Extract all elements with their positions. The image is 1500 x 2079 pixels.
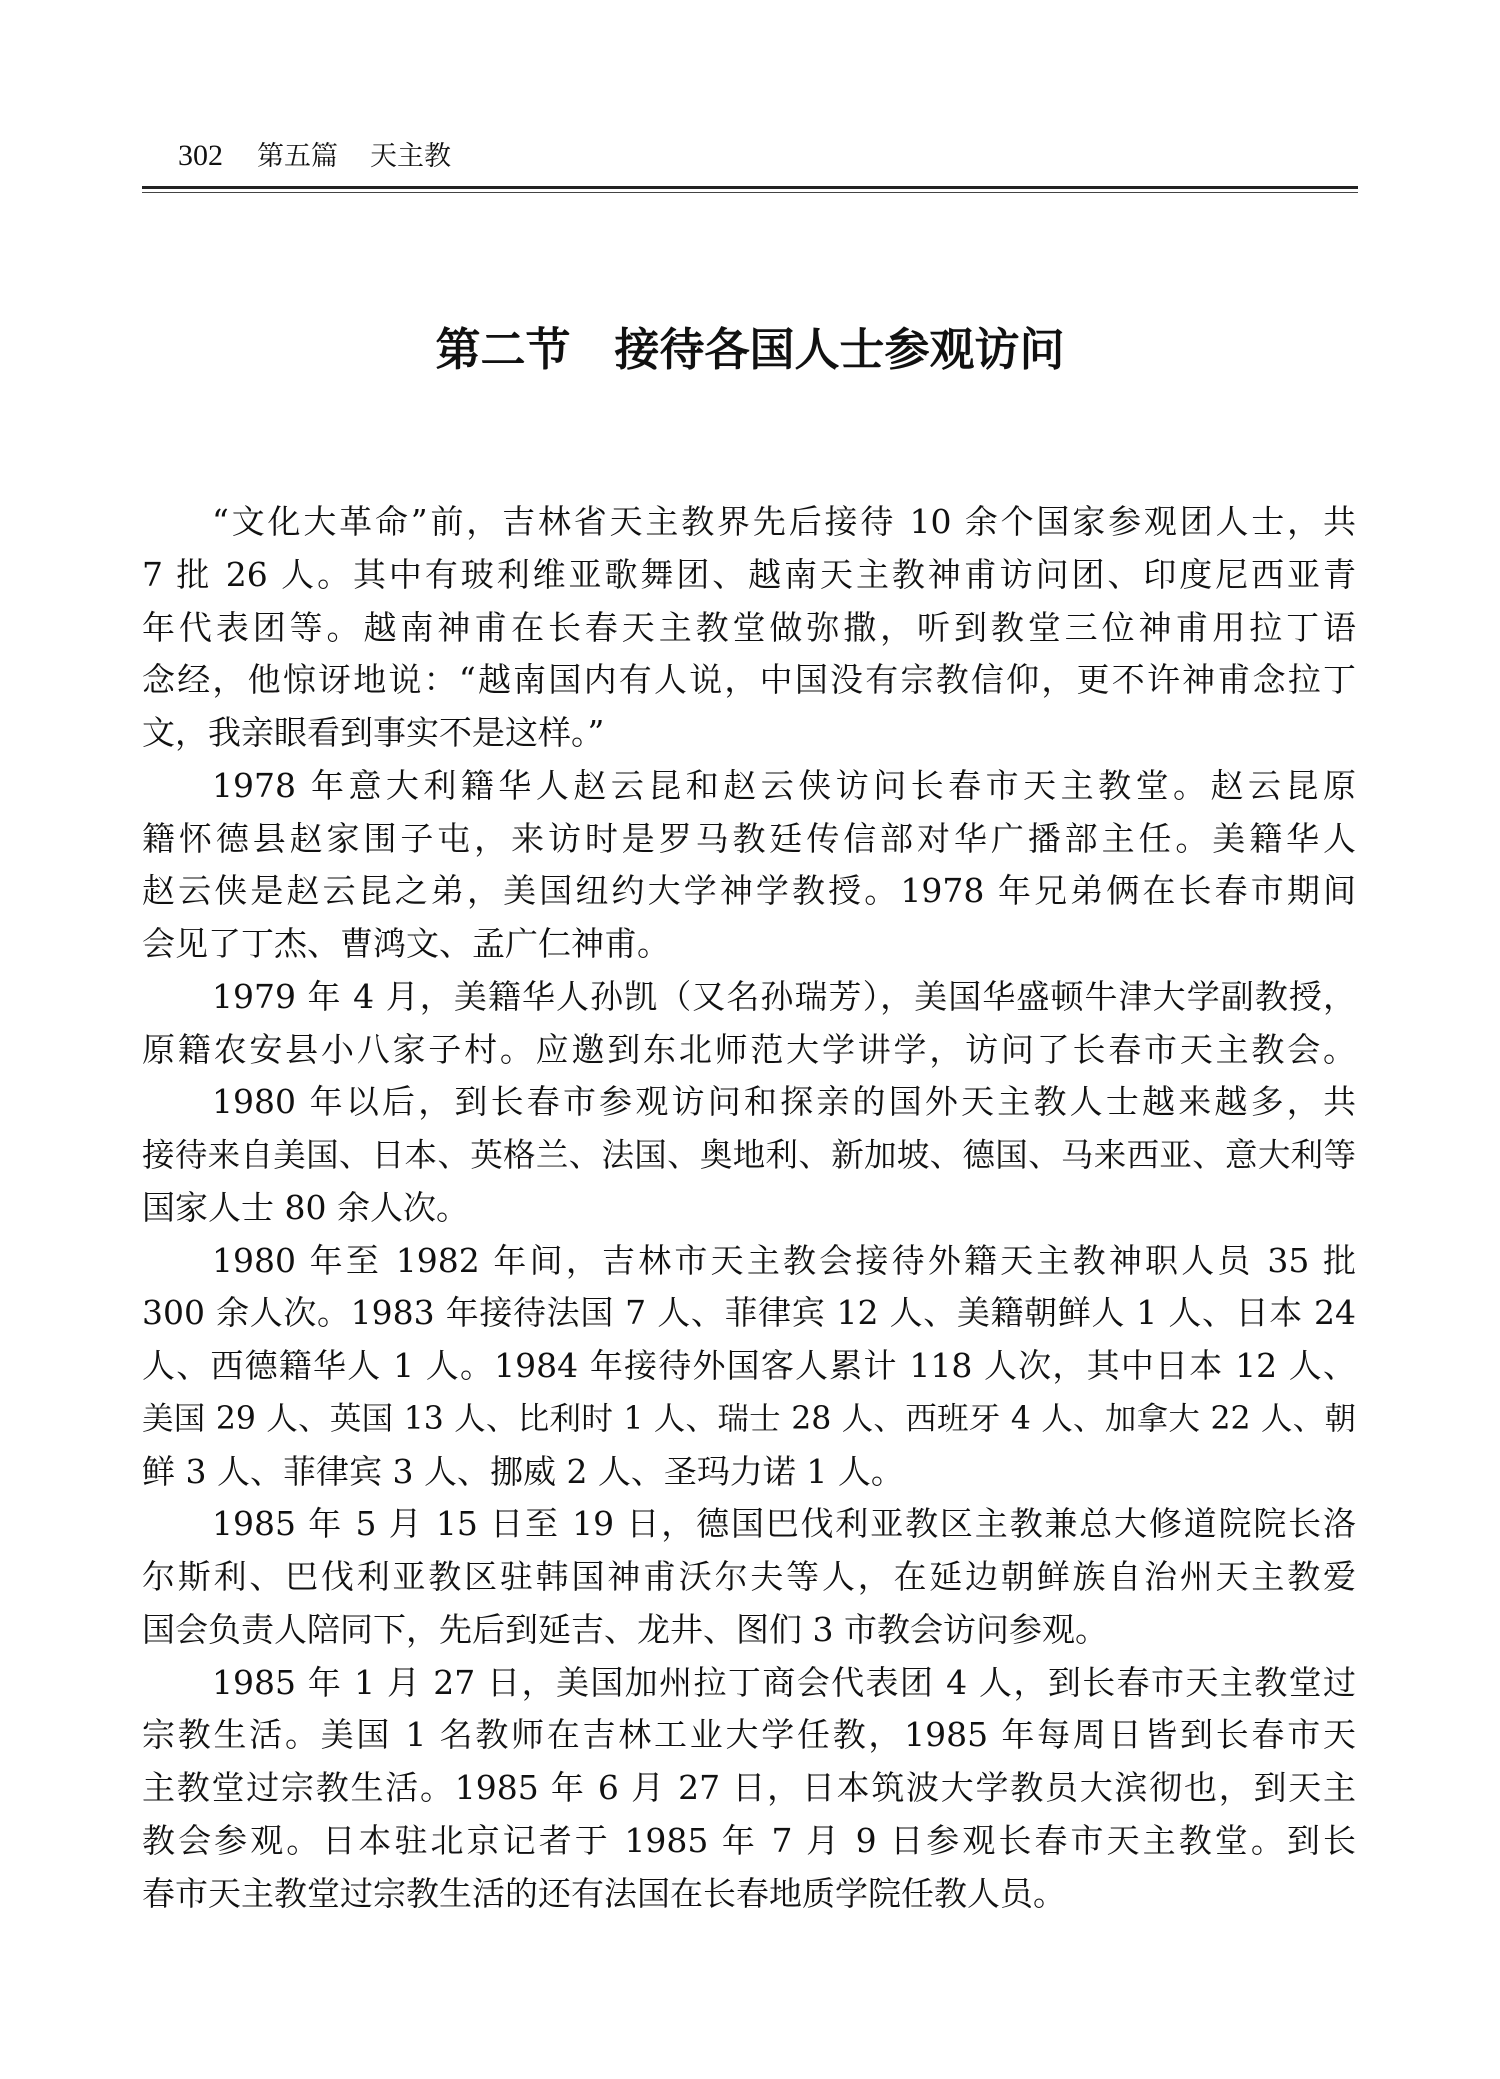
text-line: 1978 年意大利籍华人赵云昆和赵云侠访问长春市天主教堂。赵云昆原 <box>212 765 1356 805</box>
text-line: 人、西德籍华人 1 人。1984 年接待外国客人累计 118 人次，其中日本 12 人、 <box>142 1346 1356 1385</box>
text-line: 原籍农安县小八家子村。应邀到东北师范大学讲学，访问了长春市天主教会。 <box>142 1029 1356 1069</box>
part-title: 天主教 <box>370 141 451 172</box>
section-title <box>0 325 1500 375</box>
text-line: 赵云侠是赵云昆之弟，美国纽约大学神学教授。1978 年兄弟俩在长春市期间 <box>142 871 1356 911</box>
text-line: “文化大革命”前，吉林省天主教界先后接待 10 余个国家参观团人士，共 <box>212 502 1356 541</box>
header-rule-thick <box>142 186 1358 189</box>
body-text <box>142 500 1356 1924</box>
text-line: 鲜 3 人、菲律宾 3 人、挪威 2 人、圣玛力诺 1 人。 <box>142 1451 904 1491</box>
text-line: 主教堂过宗教生活。1985 年 6 月 27 日，日本筑波大学教员大滨彻也，到天主 <box>142 1768 1356 1807</box>
header-rule-thin <box>142 192 1358 193</box>
running-head <box>178 138 451 174</box>
text-line: 念经，他惊讶地说：“越南国内有人说，中国没有宗教信仰，更不许神甫念拉丁 <box>142 660 1356 700</box>
text-line: 宗教生活。美国 1 名教师在吉林工业大学任教，1985 年每周日皆到长春市天 <box>142 1715 1356 1755</box>
text-line: 1980 年以后，到长春市参观访问和探亲的国外天主教人士越来越多，共 <box>212 1082 1356 1122</box>
text-line: 尔斯利、巴伐利亚教区驻韩国神甫沃尔夫等人，在延边朝鲜族自治州天主教爱 <box>142 1557 1356 1596</box>
text-line: 会见了丁杰、曹鸿文、孟广仁神甫。 <box>142 924 670 963</box>
text-line: 年代表团等。越南神甫在长春天主教堂做弥撒，听到教堂三位神甫用拉丁语 <box>142 607 1356 647</box>
text-line: 文，我亲眼看到事实不是这样。” <box>142 713 605 752</box>
text-line: 春市天主教堂过宗教生活的还有法国在长春地质学院任教人员。 <box>142 1873 1066 1913</box>
page-number: 302 <box>178 139 223 172</box>
text-line: 接待来自美国、日本、英格兰、法国、奥地利、新加坡、德国、马来西亚、意大利等 <box>142 1136 1356 1174</box>
text-line: 7 批 26 人。其中有玻利维亚歌舞团、越南天主教神甫访问团、印度尼西亚青 <box>142 554 1356 594</box>
part-label: 第五篇 <box>257 141 338 172</box>
text-line: 国会负责人陪同下，先后到延吉、龙井、图们 3 市教会访问参观。 <box>142 1609 1108 1649</box>
text-line: 1980 年至 1982 年间，吉林市天主教会接待外籍天主教神职人员 35 批 <box>212 1240 1356 1280</box>
text-line: 300 余人次。1983 年接待法国 7 人、菲律宾 12 人、美籍朝鲜人 1 人、日本 24 <box>142 1293 1356 1333</box>
text-line: 籍怀德县赵家围子屯，来访时是罗马教廷传信部对华广播部主任。美籍华人 <box>142 818 1356 858</box>
text-line: 1985 年 5 月 15 日至 19 日，德国巴伐利亚教区主教兼总大修道院院长洛 <box>212 1504 1356 1544</box>
text-line: 1985 年 1 月 27 日，美国加州拉丁商会代表团 4 人，到长春市天主教堂过 <box>212 1662 1356 1702</box>
text-line: 教会参观。日本驻北京记者于 1985 年 7 月 9 日参观长春市天主教堂。到长 <box>142 1820 1356 1860</box>
text-line: 国家人士 80 余人次。 <box>142 1187 469 1227</box>
section-heading: 接待各国人士参观访问 <box>614 323 1065 376</box>
text-line: 1979 年 4 月，美籍华人孙凯（又名孙瑞芳），美国华盛顿牛津大学副教授， <box>212 976 1356 1016</box>
text-line: 美国 29 人、英国 13 人、比利时 1 人、瑞士 28 人、西班牙 4 人、加拿大 22 人、朝 <box>142 1400 1356 1437</box>
section-number: 第二节 <box>435 323 571 376</box>
